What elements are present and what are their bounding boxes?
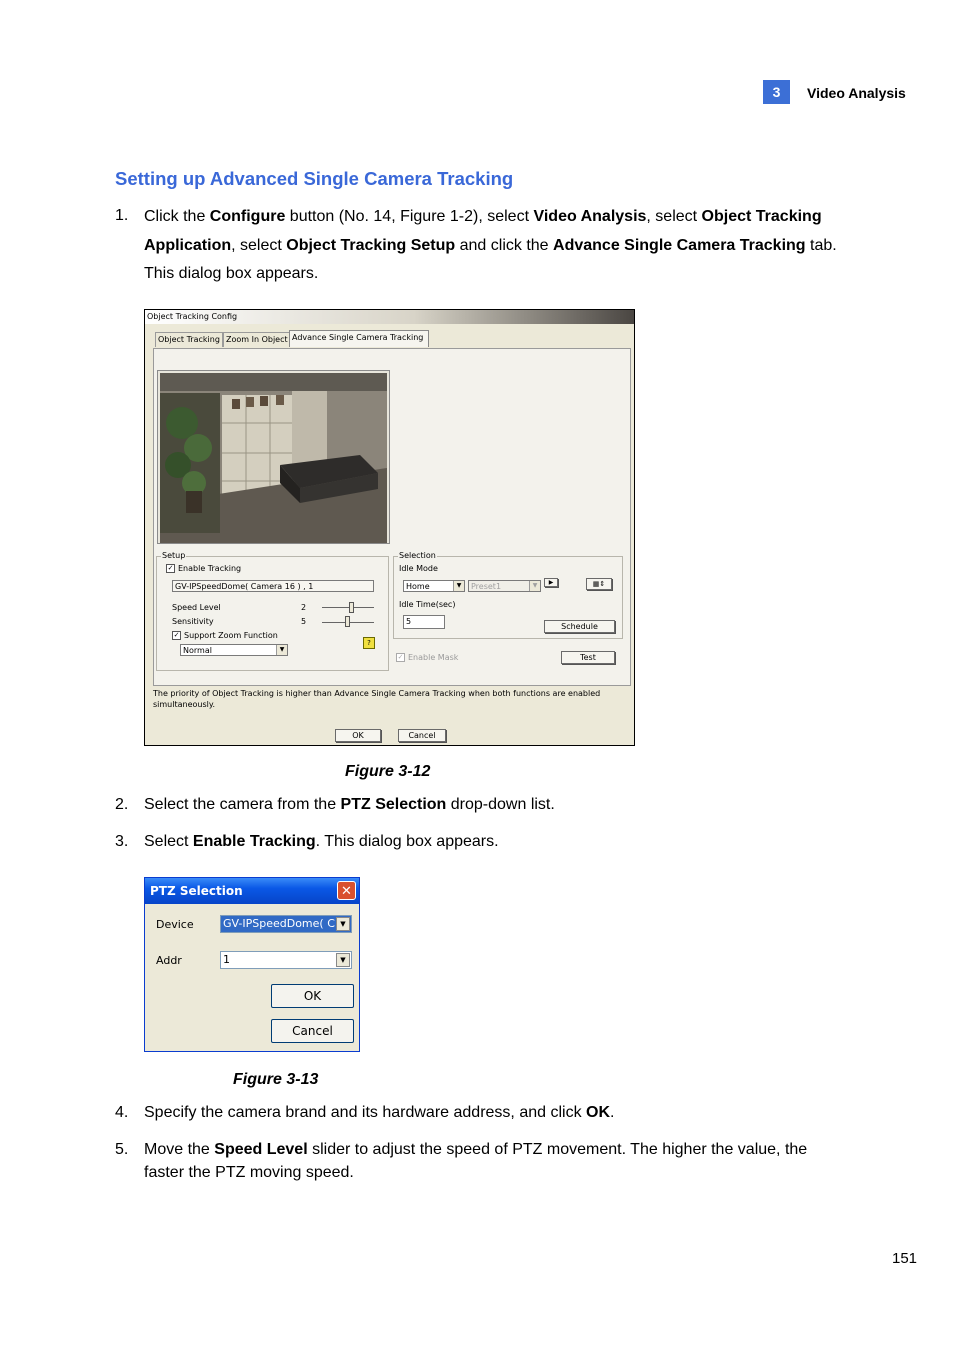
selection-group: Selection bbox=[393, 556, 623, 639]
idle-time-label: Idle Time(sec) bbox=[399, 600, 456, 609]
enable-tracking-checkbox[interactable]: ✓ bbox=[167, 564, 174, 572]
tab-object-tracking[interactable]: Object Tracking bbox=[155, 332, 223, 347]
chevron-down-icon: ▼ bbox=[529, 581, 540, 591]
speed-level-label: Speed Level bbox=[172, 603, 221, 612]
figure-3-13-caption: Figure 3-13 bbox=[233, 1071, 319, 1088]
sensitivity-value: 5 bbox=[301, 617, 307, 626]
chevron-down-icon: ▼ bbox=[336, 953, 350, 967]
ok-button[interactable]: OK bbox=[271, 984, 354, 1008]
camera-preview-frame bbox=[157, 370, 390, 544]
figure-3-12-caption: Figure 3-12 bbox=[345, 763, 431, 780]
cancel-button[interactable]: Cancel bbox=[398, 729, 446, 742]
step-4-text: Specify the camera brand and its hardware address, and click OK. bbox=[144, 1104, 615, 1121]
preset-select: Preset1 ▼ bbox=[468, 580, 541, 592]
step-2-number: 2. bbox=[115, 796, 129, 813]
device-select[interactable]: GV-IPSpeedDome( C ▼ bbox=[220, 915, 352, 933]
zoom-mode-select[interactable]: Normal ▼ bbox=[180, 644, 288, 656]
object-tracking-config-dialog bbox=[144, 309, 635, 746]
step-3-text: Select Enable Tracking. This dialog box appears. bbox=[144, 833, 499, 850]
idle-mode-label: Idle Mode bbox=[399, 564, 438, 573]
close-icon[interactable]: ✕ bbox=[337, 881, 356, 900]
cancel-button[interactable]: Cancel bbox=[271, 1019, 354, 1043]
speed-level-slider-thumb[interactable] bbox=[349, 602, 354, 613]
page-number: 151 bbox=[892, 1250, 918, 1267]
device-field: GV-IPSpeedDome( Camera 16 ) , 1 bbox=[172, 580, 374, 592]
play-icon: ▶ bbox=[548, 579, 554, 586]
speed-level-slider[interactable] bbox=[322, 607, 374, 608]
speed-level-value: 2 bbox=[301, 603, 307, 612]
chapter-title: Video Analysis bbox=[807, 85, 906, 101]
step-1-number: 1. bbox=[115, 207, 129, 224]
play-button[interactable] bbox=[544, 578, 558, 587]
addr-label: Addr bbox=[156, 954, 182, 967]
camera-preview-image bbox=[160, 373, 387, 543]
dialog-title-bar: Object Tracking Config bbox=[145, 310, 634, 324]
step-5-text: Move the Speed Level slider to adjust the speed of PTZ movement. The higher the value, the faster the PTZ moving speed. bbox=[144, 1141, 808, 1181]
test-button[interactable]: Test bbox=[561, 651, 615, 664]
device-label: Device bbox=[156, 918, 194, 931]
tab-advance-single-camera-tracking[interactable]: Advance Single Camera Tracking bbox=[289, 330, 429, 347]
idle-time-input[interactable]: 5 bbox=[403, 615, 445, 629]
support-zoom-checkbox[interactable]: ✓ bbox=[173, 631, 180, 639]
support-zoom-label: Support Zoom Function bbox=[184, 631, 278, 640]
chevron-down-icon: ▼ bbox=[276, 645, 287, 655]
addr-select[interactable]: 1 ▼ bbox=[220, 951, 352, 969]
step-3-number: 3. bbox=[115, 833, 129, 850]
ptz-selection-dialog bbox=[144, 877, 360, 1052]
chapter-number-badge: 3 bbox=[763, 80, 790, 104]
priority-note-line-2: simultaneously. bbox=[153, 700, 215, 709]
schedule-button[interactable]: Schedule bbox=[544, 620, 615, 633]
ptz-control-button[interactable] bbox=[586, 578, 612, 590]
tab-zoom-in-object[interactable]: Zoom In Object bbox=[223, 332, 290, 347]
setup-group: Setup bbox=[156, 556, 389, 671]
step-1-text: Click the Configure button (No. 14, Figure 1-2), select Video Analysis, select Object Tracking Application, select Object Tracking Setup and click the Advance Single Camera Tracking tab. This dialog box appears. bbox=[144, 208, 837, 282]
step-5-number: 5. bbox=[115, 1141, 129, 1158]
ptz-control-icon: ▦⇕ bbox=[592, 580, 606, 588]
sensitivity-slider-thumb[interactable] bbox=[345, 616, 350, 627]
help-icon[interactable]: ? bbox=[363, 637, 375, 649]
ok-button[interactable]: OK bbox=[335, 729, 381, 742]
chevron-down-icon: ▼ bbox=[453, 581, 464, 591]
step-4-number: 4. bbox=[115, 1104, 129, 1121]
section-title: Setting up Advanced Single Camera Tracking bbox=[115, 168, 514, 189]
priority-note-line-1: The priority of Object Tracking is higher than Advance Single Camera Tracking when both functions are enabled bbox=[153, 689, 601, 698]
enable-tracking-label: Enable Tracking bbox=[178, 564, 242, 573]
idle-mode-select[interactable]: Home ▼ bbox=[403, 580, 465, 592]
enable-mask-checkbox: ✓ bbox=[397, 653, 404, 661]
step-2-text: Select the camera from the PTZ Selection drop-down list. bbox=[144, 796, 555, 813]
dialog-title-bar: PTZ Selection ✕ bbox=[145, 878, 359, 904]
enable-mask-label: Enable Mask bbox=[408, 653, 459, 662]
sensitivity-label: Sensitivity bbox=[172, 617, 214, 626]
chevron-down-icon: ▼ bbox=[336, 917, 350, 931]
